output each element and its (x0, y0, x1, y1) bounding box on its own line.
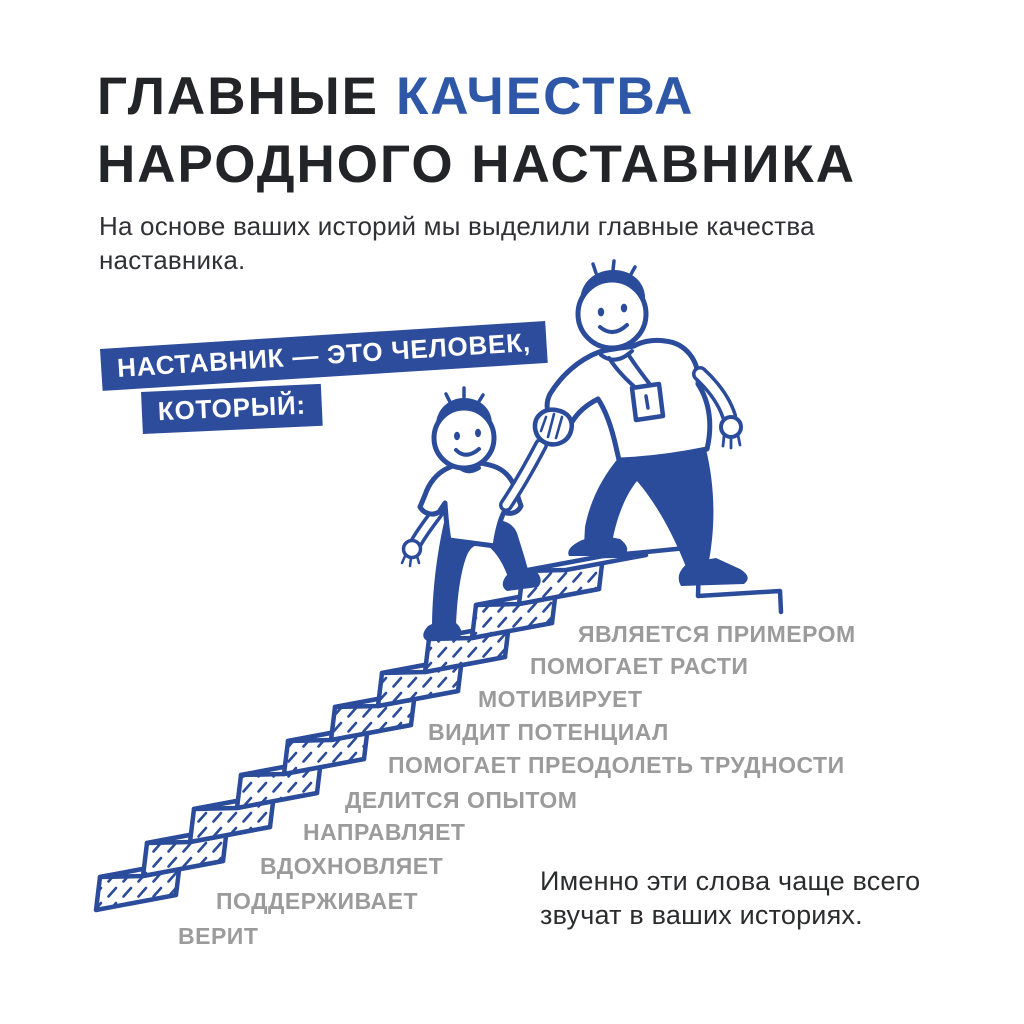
quality-item: ПОДДЕРЖИВАЕТ (216, 888, 419, 914)
mentor-banner-line2: КОТОРЫЙ: (141, 384, 323, 434)
quality-item: ВИДИТ ПОТЕНЦИАЛ (428, 719, 669, 745)
quality-item: ПОМОГАЕТ ПРЕОДОЛЕТЬ ТРУДНОСТИ (388, 752, 845, 778)
mentor-shoe-front (568, 535, 627, 556)
child-shoe-standing (423, 620, 461, 641)
quality-item: ДЕЛИТСЯ ОПЫТОМ (345, 787, 578, 813)
quality-item: ПОМОГАЕТ РАСТИ (530, 653, 749, 679)
quality-item: ВЕРИТ (178, 923, 259, 949)
quality-item: ЯВЛЯЕТСЯ ПРИМЕРОМ (578, 621, 856, 647)
bottom-note: Именно эти слова чаще всего звучат в ваших историях. (540, 866, 921, 930)
subtitle: На основе ваших историй мы выделили главные качества наставника. (99, 211, 815, 275)
handshake (535, 410, 572, 445)
quality-item: МОТИВИРУЕТ (478, 686, 643, 712)
title-line2: НАРОДНОГО НАСТАВНИКА (97, 135, 857, 194)
quality-item: НАПРАВЛЯЕТ (303, 819, 466, 845)
child-hand (404, 541, 421, 558)
title-line1-accent: КАЧЕСТВА (395, 67, 695, 126)
title-line1-black: ГЛАВНЫЕ (97, 67, 379, 126)
mentor-figure (535, 261, 748, 586)
quality-item: ВДОХНОВЛЯЕТ (260, 853, 444, 879)
mentor-banner-line1: НАСТАВНИК — ЭТО ЧЕЛОВЕК, (100, 321, 548, 391)
